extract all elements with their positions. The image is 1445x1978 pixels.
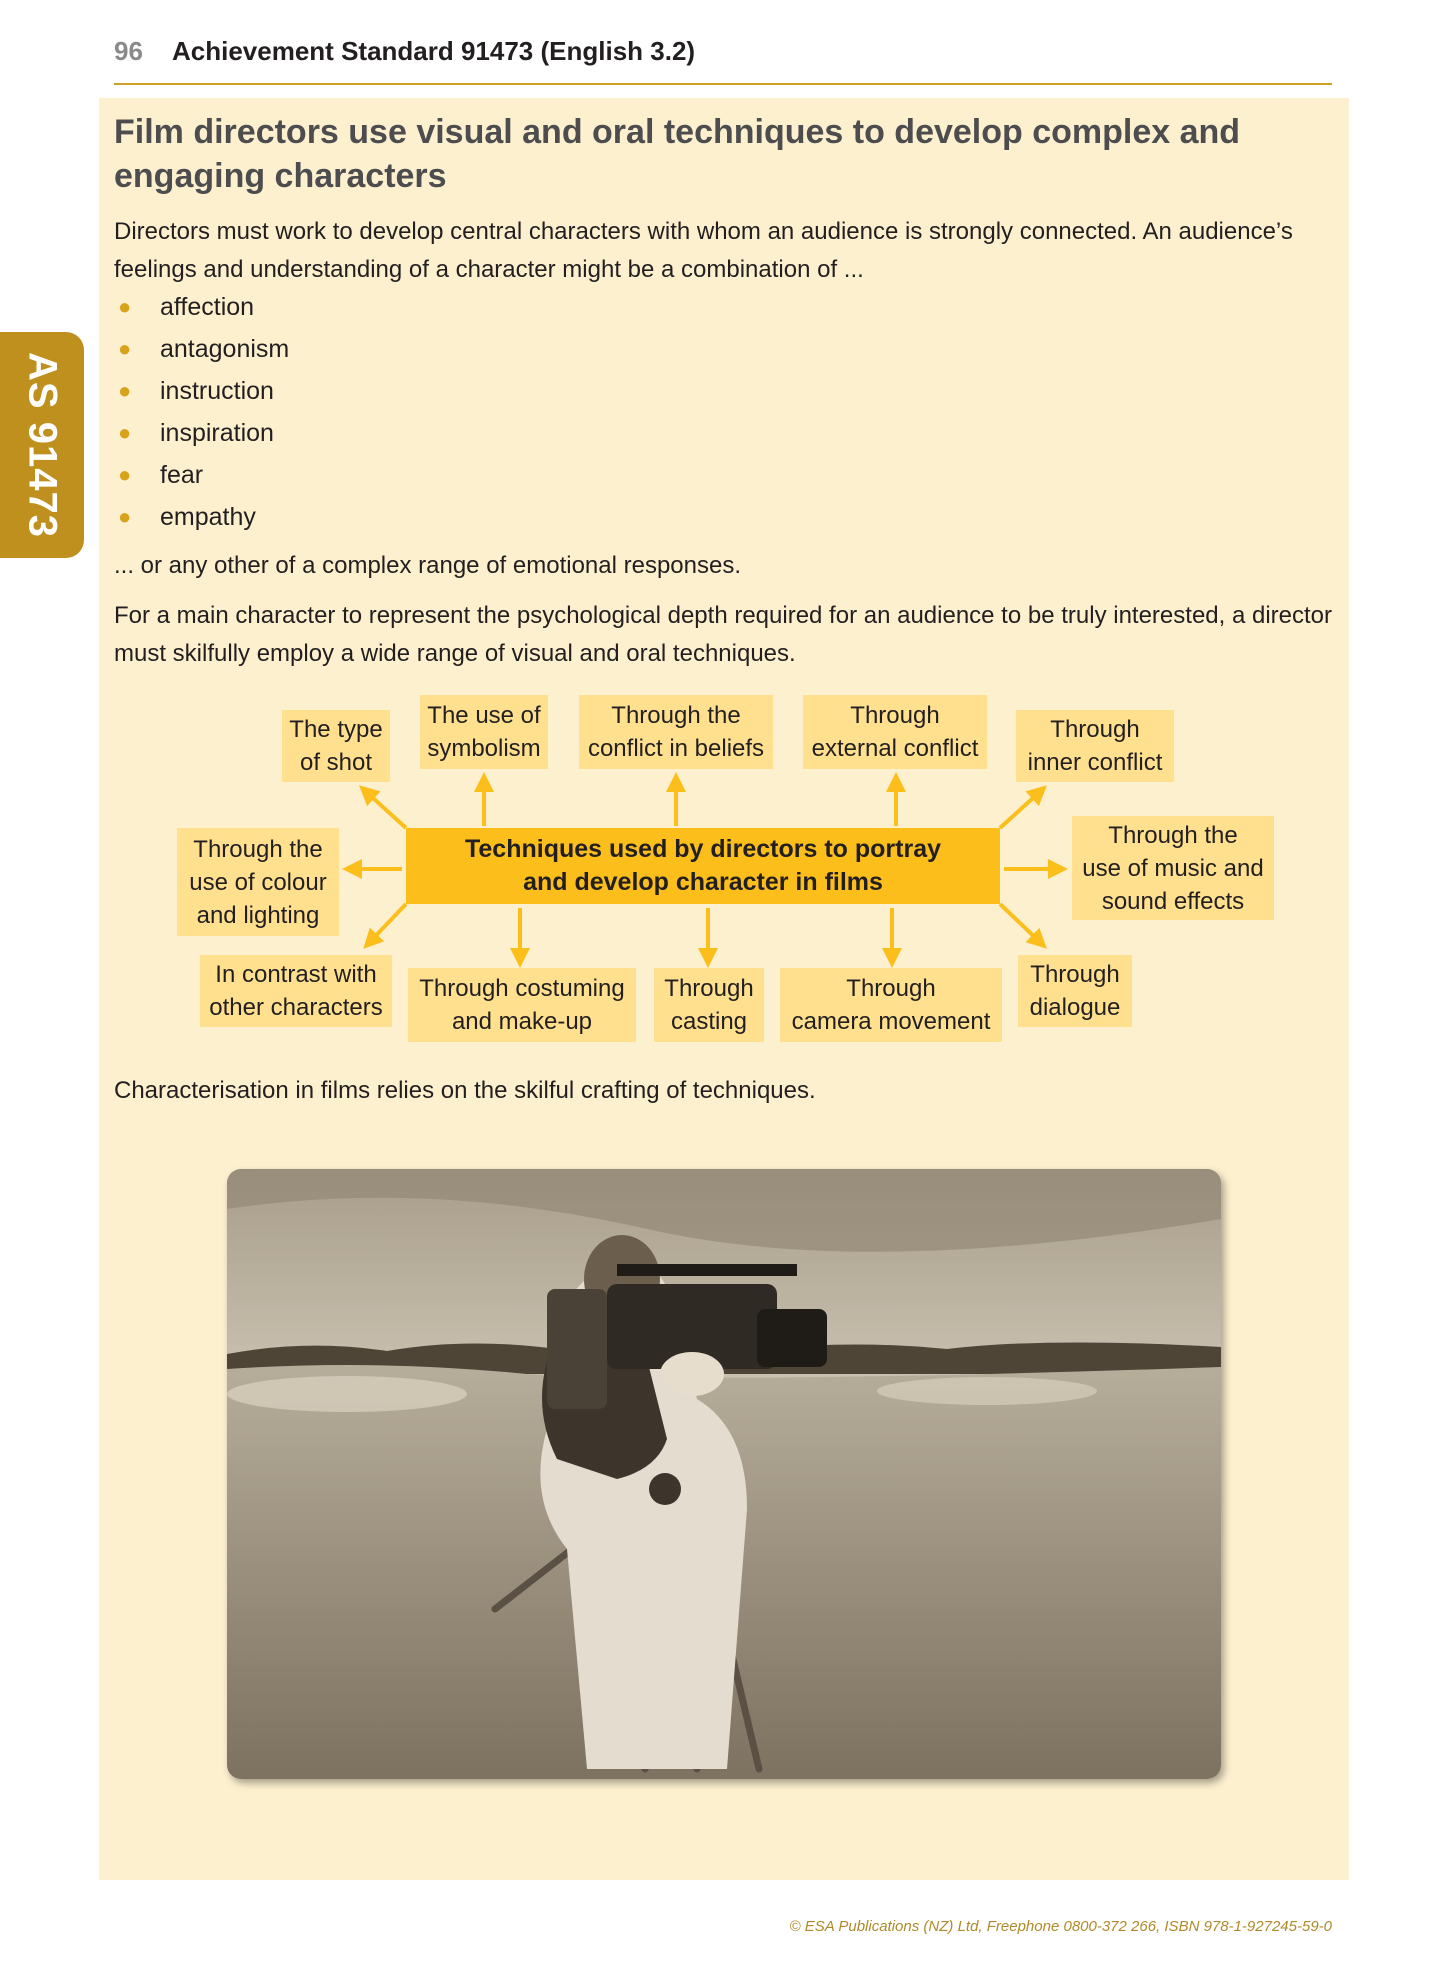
footer-copyright: © ESA Publications (NZ) Ltd, Freephone 0800-372 266, ISBN 978-1-927245-59-0 xyxy=(789,1918,1332,1935)
list-item: ● fear xyxy=(114,456,289,498)
arrow-dialogue xyxy=(1000,904,1044,946)
node-camera-movement: Through camera movement xyxy=(780,968,1002,1042)
after-list-text: ... or any other of a complex range of emotional responses. xyxy=(114,552,742,579)
cameraman-illustration xyxy=(227,1169,1221,1779)
bullet-icon: ● xyxy=(118,378,132,403)
node-colour-lighting: Through the use of colour and lighting xyxy=(177,828,339,936)
closing-sentence: Characterisation in films relies on the skilful crafting of techniques. xyxy=(114,1077,816,1104)
section-title: Film directors use visual and oral techniques to develop complex and engaging characters xyxy=(114,113,1241,195)
node-music-sound: Through the use of music and sound effects xyxy=(1072,816,1274,920)
arrow-type-of-shot xyxy=(362,788,406,828)
node-costuming: Through costuming and make-up xyxy=(408,968,636,1042)
node-contrast-characters: In contrast with other characters xyxy=(200,955,392,1027)
node-inner-conflict: Through inner conflict xyxy=(1016,710,1174,782)
side-tab-label: AS 91473 xyxy=(20,352,65,538)
arrow-inner-conflict xyxy=(1000,788,1044,828)
list-item: ● antagonism xyxy=(114,330,289,372)
node-external-conflict: Through external conflict xyxy=(803,695,987,769)
list-item: ● affection xyxy=(114,288,289,330)
arrow-contrast-characters xyxy=(366,904,406,946)
cameraman-photo xyxy=(227,1169,1221,1779)
node-conflict-beliefs: Through the conflict in beliefs xyxy=(579,695,773,769)
body-paragraph: For a main character to represent the psychological depth required for an audience to be truly interested, a director must skilfully employ a wide range of visual and oral techniques. xyxy=(114,602,1333,667)
list-item: ● instruction xyxy=(114,372,289,414)
intro-paragraph: Directors must work to develop central characters with whom an audience is strongly connected. An audience’s feelings and understanding of a character might be a combination of ... xyxy=(114,218,1293,283)
list-item: ● empathy xyxy=(114,498,289,540)
bullet-icon: ● xyxy=(118,336,132,361)
list-item: ● inspiration xyxy=(114,414,289,456)
bullet-icon: ● xyxy=(118,462,132,487)
page-number: 96 xyxy=(114,36,143,66)
bullet-icon: ● xyxy=(118,294,132,319)
node-type-of-shot: The type of shot xyxy=(282,710,390,782)
node-casting: Through casting xyxy=(654,968,764,1042)
diagram-center: Techniques used by directors to portray and develop character in films xyxy=(406,828,1000,904)
running-title: Achievement Standard 91473 (English 3.2) xyxy=(172,36,696,66)
bullet-icon: ● xyxy=(118,504,132,529)
node-symbolism: The use of symbolism xyxy=(420,695,548,769)
bullet-icon: ● xyxy=(118,420,132,445)
node-dialogue: Through dialogue xyxy=(1018,955,1132,1027)
